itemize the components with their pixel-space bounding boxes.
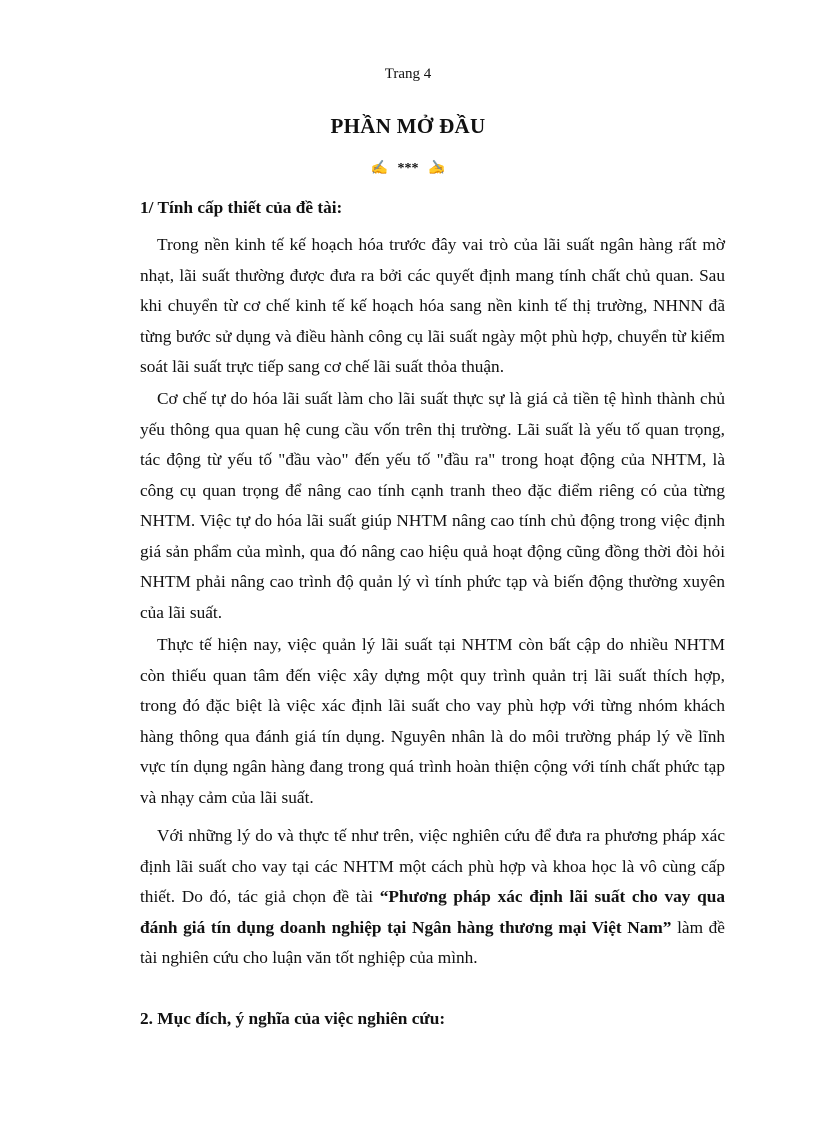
title-ornament <box>0 160 816 177</box>
ornament-stars: *** <box>397 161 419 176</box>
paragraph-3: Thực tế hiện nay, việc quản lý lãi suất tại NHTM còn bất cập do nhiều NHTM còn thiếu quan tâm đến việc xây dựng một quy trình quản trị lãi suất thích hợp, trong đó đặc biệt là việc xác định lãi suất cho vay phù hợp với từng nhóm khách hàng thông qua đánh giá tín dụng. Nguyên nhân là do môi trường pháp lý về lĩnh vực tín dụng ngân hàng đang trong quá trình hoàn thiện cộng với tính chất phức tạp và nhạy cảm của lãi suất. <box>140 635 725 807</box>
writing-hand-icon: ✍ <box>370 161 388 176</box>
paragraph-4-text-start: Với những lý do và thực tế như trên, việc nghiên cứu để đưa ra phương pháp xác định lãi suất cho vay tại các NHTM một cách phù hợp và khoa học là vô cùng cấp thiết. Do đó, tác giả chọn đề tài <box>140 826 725 906</box>
paragraph-4-text-end: làm đề tài nghiên cứu cho luận văn tốt nghiệp của mình. <box>140 917 725 967</box>
page-title: PHẦN MỞ ĐẦU <box>330 114 486 138</box>
paragraph-2: Cơ chế tự do hóa lãi suất làm cho lãi suất thực sự là giá cả tiền tệ hình thành chủ yếu thông qua quan hệ cung cầu vốn trên thị trường. Lãi suất là yếu tố quan trọng, tác động từ yếu tố "đầu vào" đến yếu tố "đầu ra" trong hoạt động của NHTM, là công cụ quan trọng để nâng cao tính cạnh tranh theo đặc điểm riêng có của từng NHTM. Việc tự do hóa lãi suất giúp NHTM nâng cao tính chủ động trong việc định giá sản phẩm của mình, qua đó nâng cao hiệu quả hoạt động cũng đồng thời đòi hỏi NHTM phải nâng cao trình độ quản lý vì tính phức tạp và biến động thường xuyên của lãi suất. <box>140 389 725 622</box>
paragraph-1: Trong nền kinh tế kế hoạch hóa trước đây vai trò của lãi suất ngân hàng rất mờ nhạt, lãi suất thường được đưa ra bởi các quyết định mang tính chất chủ quan. Sau khi chuyển từ cơ chế kinh tế kế hoạch hóa sang nền kinh tế thị trường, NHNN đã từng bước sử dụng và điều hành công cụ lãi suất ngày một phù hợp, chuyển từ kiểm soát lãi suất trực tiếp sang cơ chế lãi suất thỏa thuận. <box>140 235 725 376</box>
writing-hand-icon: ✍ <box>428 161 446 176</box>
section-2-heading: 2. Mục đích, ý nghĩa của việc nghiên cứu: <box>140 1009 446 1028</box>
paragraph-4 <box>140 821 725 974</box>
section-1-heading: 1/ Tính cấp thiết của đề tài: <box>140 198 343 217</box>
page-number: Trang 4 <box>384 66 432 82</box>
thesis-title: “Phương pháp xác định lãi suất cho vay qua đánh giá tín dụng doanh nghiệp tại Ngân hàng thương mại Việt Nam” <box>140 887 725 937</box>
